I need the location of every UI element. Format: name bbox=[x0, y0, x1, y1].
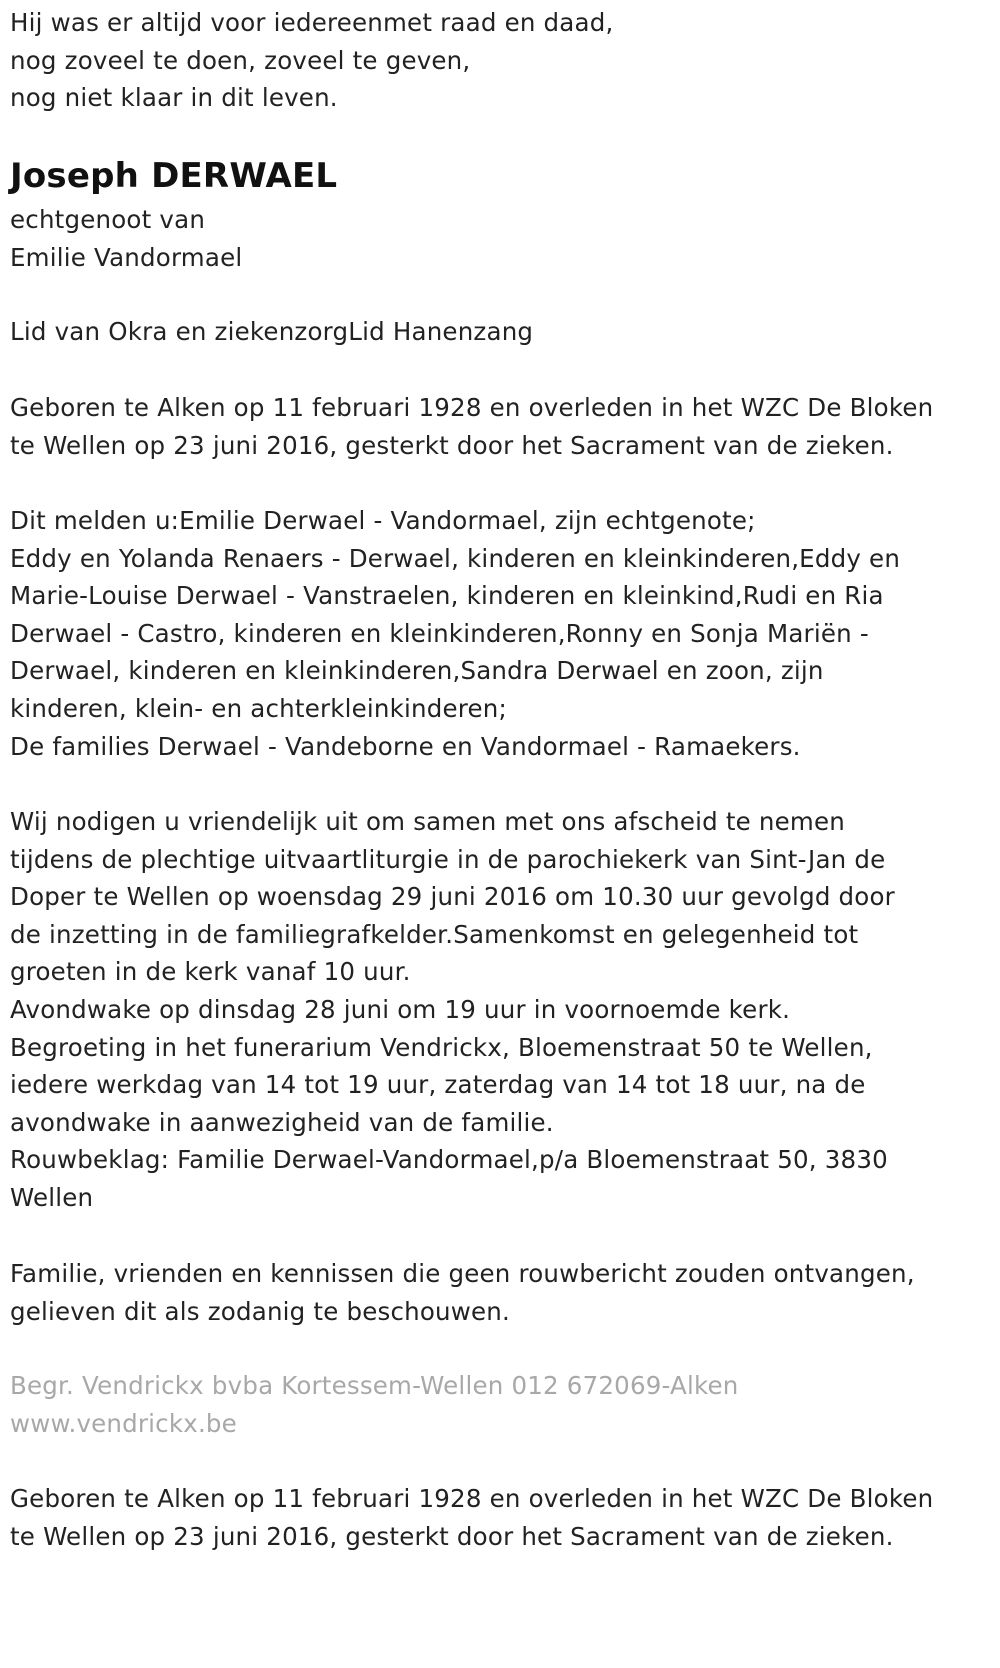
notice-text: Familie, vrienden en kennissen die geen rouwbericht zouden ontvangen, gelieven dit als zodanig te beschouwen. bbox=[10, 1259, 915, 1326]
memberships-text: Lid van Okra en ziekenzorgLid Hanenzang bbox=[10, 317, 534, 346]
announcement-text: Dit melden u:Emilie Derwael - Vandormael, zijn echtgenote; Eddy en Yolanda Renaers - Derwael, kinderen en kleinkinderen,Eddy en Marie-Louise Derwael - Vanstraelen, kinderen en kleinkind,Rudi en Ria Derwael - Castro, kinderen en kleinkinderen,Ronny en Sonja Mariën - Derwael, kinderen en kleinkinderen,Sandra Derwael en zoon, zijn kinderen, klein- en achterkleinkinderen; De families Derwael - Vandeborne en Vandormael - Ramaekers. bbox=[10, 506, 901, 761]
birth-death-repeat-text: Geboren te Alken op 11 februari 1928 en overleden in het WZC De Bloken te Wellen op 23 juni 2016, gesterkt door het Sacrament van de zieken. bbox=[10, 1484, 934, 1551]
undertaker-text: Begr. Vendrickx bvba Kortessem-Wellen 012 672069-Alken www.vendrickx.be bbox=[10, 1371, 739, 1438]
deceased-name: Joseph DERWAEL bbox=[10, 156, 338, 196]
birth-death-text: Geboren te Alken op 11 februari 1928 en overleden in het WZC De Bloken te Wellen op 23 juni 2016, gesterkt door het Sacrament van de zieken. bbox=[10, 393, 934, 460]
spouse-relation: echtgenoot van Emilie Vandormael bbox=[10, 205, 243, 272]
funeral-invitation-text: Wij nodigen u vriendelijk uit om samen met ons afscheid te nemen tijdens de plechtige uitvaartliturgie in de parochiekerk van Sint-Jan de Doper te Wellen op woensdag 29 juni 2016 om 10.30 uur gevolgd door de inzetting in de familiegrafkelder.Samenkomst en gelegenheid tot groeten in de kerk vanaf 10 uur. Avondwake op dinsdag 28 juni om 19 uur in voornoemde kerk. Begroeting in het funerarium Vendrickx, Bloemenstraat 50 te Wellen, iedere werkdag van 14 tot 19 uur, zaterdag van 14 tot 18 uur, na de avondwake in aanwezigheid van de familie. Rouwbeklag: Familie Derwael-Vandormael,p/a Bloemenstraat 50, 3830 Wellen bbox=[10, 807, 895, 1212]
poem-text: Hij was er altijd voor iedereenmet raad en daad, nog zoveel te doen, zoveel te geven, nog niet klaar in dit leven. bbox=[10, 8, 614, 113]
